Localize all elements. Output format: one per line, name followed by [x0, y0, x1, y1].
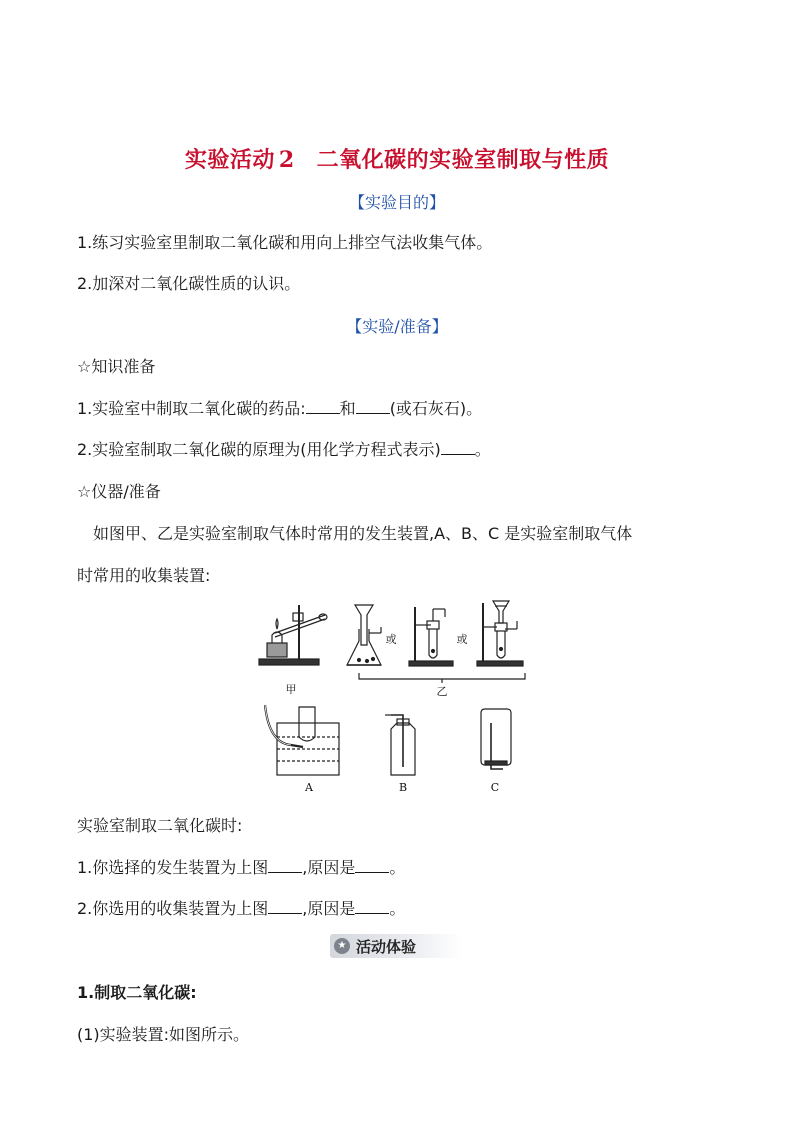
activity-label: 活动体验 — [356, 938, 417, 956]
title-text: 二氧化碳的实验室制取与性质 — [316, 148, 610, 173]
purpose-item-1: 1.练习实验室里制取二氧化碳和用向上排空气法收集气体。 — [77, 233, 493, 252]
co2-q2-text-c: 。 — [389, 899, 406, 918]
collection-a — [265, 705, 339, 775]
star-icon: ★ — [334, 938, 350, 954]
knowledge-question-2 — [77, 439, 491, 461]
co2-q2-text-a: 2.你选用的收集装置为上图 — [77, 899, 269, 918]
title-prefix: 实验活动 — [184, 148, 275, 173]
instruments-desc-2: 时常用的收集装置: — [77, 566, 211, 585]
collection-b — [385, 715, 415, 775]
section-purpose-heading: 【实验目的】 — [348, 193, 445, 212]
knowledge-question-1 — [77, 398, 482, 420]
page-title — [0, 143, 794, 174]
label-yi: 乙 — [436, 685, 448, 698]
knowledge-q2-text-b: 。 — [474, 440, 491, 459]
label-or-2: 或 — [456, 633, 468, 646]
answer-blank[interactable] — [355, 858, 389, 873]
answer-blank[interactable] — [306, 399, 340, 414]
label-a: A — [305, 781, 313, 794]
apparatus-yi-flask — [347, 605, 381, 665]
answer-blank[interactable] — [268, 899, 302, 914]
bracket-yi — [359, 673, 525, 679]
purpose-item-2: 2.加深对二氧化碳性质的认识。 — [77, 274, 301, 293]
knowledge-q1-text-b: 和 — [339, 399, 356, 418]
answer-blank[interactable] — [356, 399, 390, 414]
co2-question-1 — [77, 857, 405, 879]
answer-blank[interactable] — [268, 858, 302, 873]
apparatus-yi-funnel-tube — [477, 601, 523, 666]
co2-q2-text-b: ,原因是 — [302, 899, 356, 918]
knowledge-q1-text-a: 1.实验室中制取二氧化碳的药品: — [77, 399, 306, 418]
apparatus-yi-tube — [409, 607, 453, 666]
instruments-heading: ☆仪器/准备 — [77, 482, 161, 501]
co2-q1-text-b: ,原因是 — [302, 858, 356, 877]
co2-intro: 实验室制取二氧化碳时: — [77, 816, 243, 835]
collection-c — [481, 709, 511, 769]
label-c: C — [490, 781, 500, 794]
co2-q1-text-c: 。 — [389, 858, 406, 877]
knowledge-heading: ☆知识准备 — [77, 357, 156, 376]
apparatus-diagram — [255, 597, 545, 797]
label-b: B — [398, 781, 408, 794]
answer-blank[interactable] — [355, 899, 389, 914]
knowledge-q2-text-a: 2.实验室制取二氧化碳的原理为(用化学方程式表示) — [77, 440, 441, 459]
label-jia: 甲 — [285, 683, 297, 696]
apparatus-jia — [259, 605, 327, 665]
step-1-heading: 1.制取二氧化碳: — [77, 983, 197, 1002]
co2-q1-text-a: 1.你选择的发生装置为上图 — [77, 858, 269, 877]
section-prep-heading: 【实验/准备】 — [346, 317, 448, 336]
apparatus-figure — [255, 597, 545, 797]
answer-blank[interactable] — [441, 440, 475, 455]
co2-question-2 — [77, 898, 405, 920]
label-or-1: 或 — [385, 633, 397, 646]
instruments-desc-1: 如图甲、乙是实验室制取气体时常用的发生装置,A、B、C 是实验室制取气体 — [93, 524, 633, 543]
knowledge-q1-text-c: (或石灰石)。 — [389, 399, 483, 418]
step-1a: (1)实验装置:如图所示。 — [77, 1025, 250, 1044]
activity-badge — [330, 934, 462, 958]
title-number: 2 — [278, 147, 295, 173]
